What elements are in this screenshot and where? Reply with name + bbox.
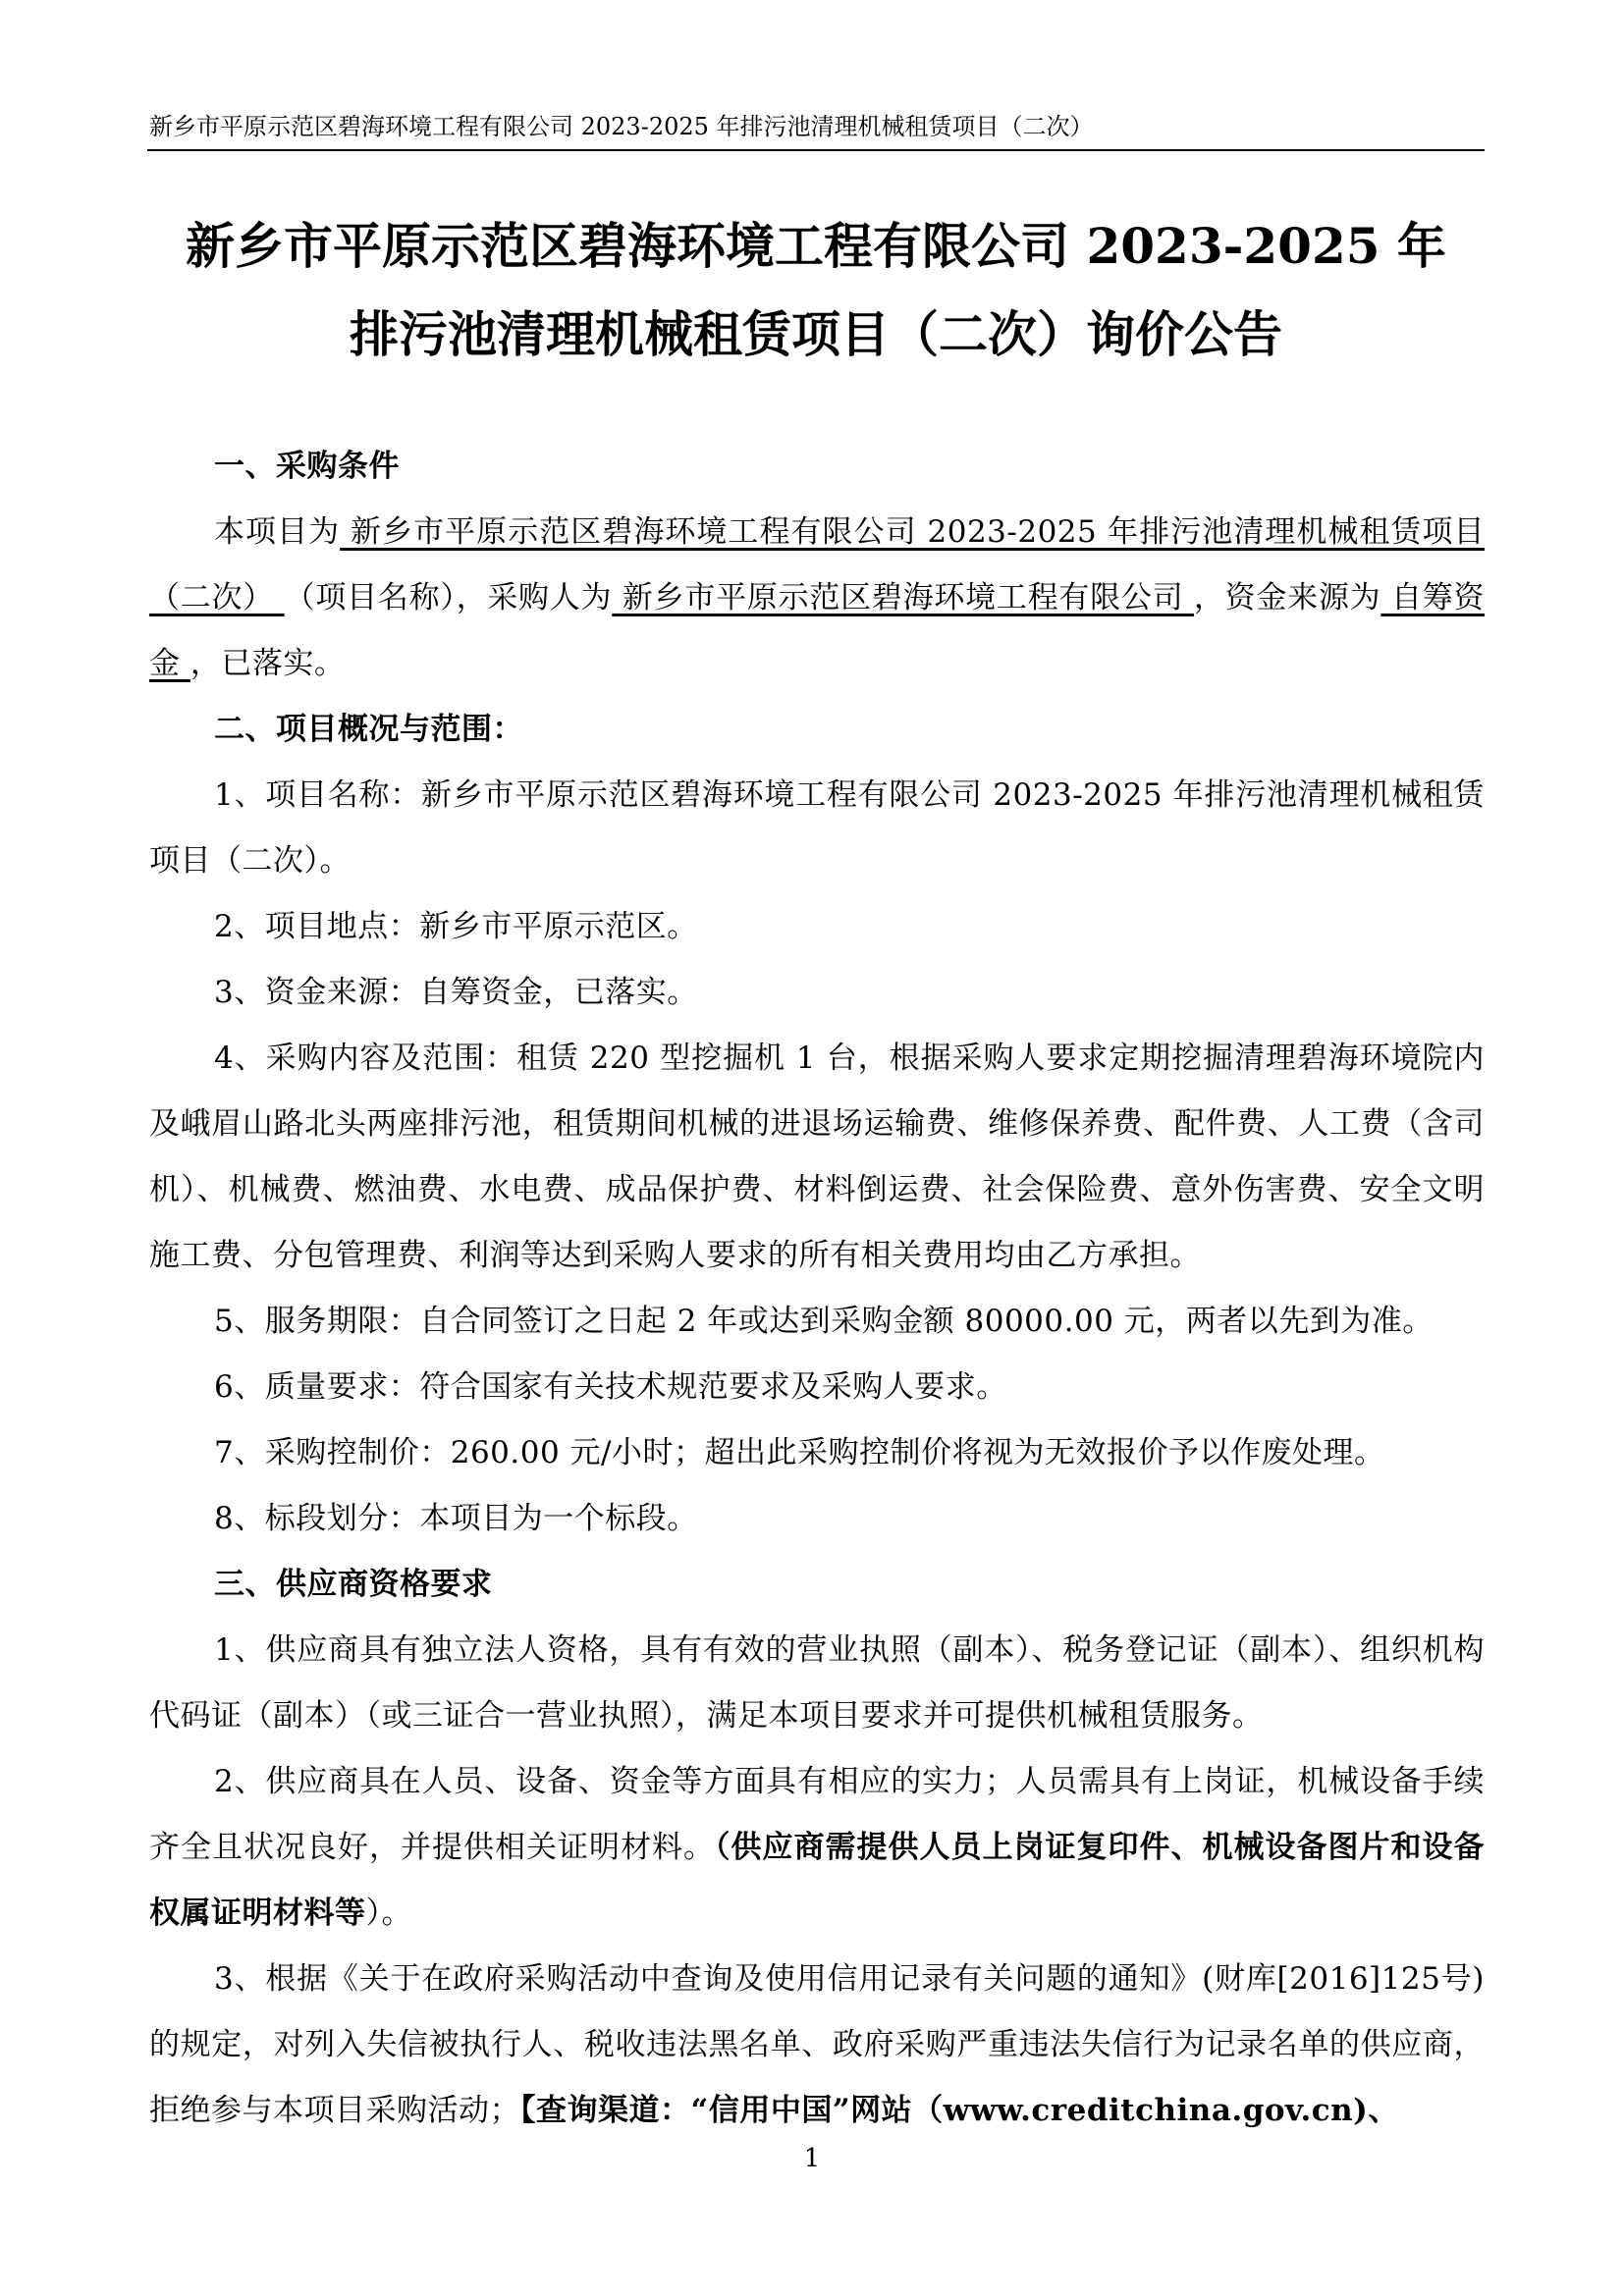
overview-item-project-name: 1、项目名称：新乡市平原示范区碧海环境工程有限公司 2023-2025 年排污池清理机械租赁项目（二次）。: [149, 777, 1485, 879]
text-segment: 3、根据《关于在政府采购活动中查询及使用信用记录有关问题的通知》(财库[2016]125号)的规定，对列入失信被执行人、税收违法黑名单、政府采购严重违法失信行为记录名单的供应商，拒绝参与本项目采购活动；: [149, 1961, 1485, 2128]
bold-query-channel: 【查询渠道：“信用中国”网站（www.creditchina.gov.cn)、: [520, 2093, 1399, 2128]
procurement-conditions-paragraph: [149, 500, 1485, 697]
project-name-field: 新乡市平原示范区碧海环境工程有限公司 2023-2025 年排污池清理机械租赁项目（二次）: [149, 514, 1486, 615]
document-body: [149, 434, 1485, 2144]
text-segment: 本项目为: [214, 514, 341, 550]
text-segment: ）。: [365, 1896, 412, 1931]
qualification-item-1: 1、供应商具有独立法人资格，具有有效的营业执照（副本）、税务登记证（副本）、组织机构代码证（副本）（或三证合一营业执照），满足本项目要求并可提供机械租赁服务。: [149, 1632, 1485, 1734]
overview-item-lot-division: 8、标段划分：本项目为一个标段。: [214, 1501, 698, 1536]
title-line-1: 新乡市平原示范区碧海环境工程有限公司 2023-2025 年: [186, 217, 1446, 275]
text-segment: ，已落实。: [189, 646, 346, 681]
overview-item-location: 2、项目地点：新乡市平原示范区。: [214, 909, 698, 944]
qualification-item-2: [149, 1749, 1485, 1947]
purchaser-field: 新乡市平原示范区碧海环境工程有限公司: [612, 580, 1194, 615]
section-heading-supplier-qualifications: 三、供应商资格要求: [214, 1567, 493, 1602]
page-number: 1: [803, 2144, 821, 2173]
qualification-item-3: [149, 1947, 1485, 2144]
text-segment: （项目名称），采购人为: [284, 580, 613, 615]
overview-item-service-period: 5、服务期限：自合同签订之日起 2 年或达到采购金额 80000.00 元，两者以先到为准。: [214, 1304, 1434, 1339]
header-rule: [147, 149, 1485, 151]
overview-item-fund-source: 3、资金来源：自筹资金，已落实。: [214, 975, 698, 1010]
title-line-2: 排污池清理机械租赁项目（二次）询价公告: [350, 305, 1282, 363]
overview-item-control-price: 7、采购控制价：260.00 元/小时；超出此采购控制价将视为无效报价予以作废处理。: [214, 1435, 1385, 1470]
overview-item-scope: 4、采购内容及范围：租赁 220 型挖掘机 1 台，根据采购人要求定期挖掘清理碧海环境院内及峨眉山路北头两座排污池，租赁期间机械的进退场运输费、维修保养费、配件费、人工费（含司机）、机械费、燃油费、水电费、成品保护费、材料倒运费、社会保险费、意外伤害费、安全文明施工费、分包管理费、利润等达到采购人要求的所有相关费用均由乙方承担。: [149, 1041, 1485, 1273]
text-segment: 2、供应商具在人员、设备、资金等方面具有相应的实力；人员需具有上岗证，机械设备手续齐全且状况良好，并提供相关证明材料。: [149, 1764, 1485, 1865]
section-heading-procurement-conditions: 一、采购条件: [214, 449, 400, 484]
document-title: [147, 202, 1485, 379]
running-header: 新乡市平原示范区碧海环境工程有限公司 2023-2025 年排污池清理机械租赁项目（二次）: [149, 113, 1094, 140]
fund-source-field: 自筹资金: [149, 580, 1485, 681]
overview-item-quality: 6、质量要求：符合国家有关技术规范要求及采购人要求。: [214, 1369, 1007, 1405]
bold-requirement-note: （供应商需提供人员上岗证复印件、机械设备图片和设备权属证明材料等: [149, 1830, 1485, 1931]
text-segment: ，资金来源为: [1193, 580, 1381, 615]
section-heading-project-overview: 二、项目概况与范围：: [214, 712, 523, 747]
